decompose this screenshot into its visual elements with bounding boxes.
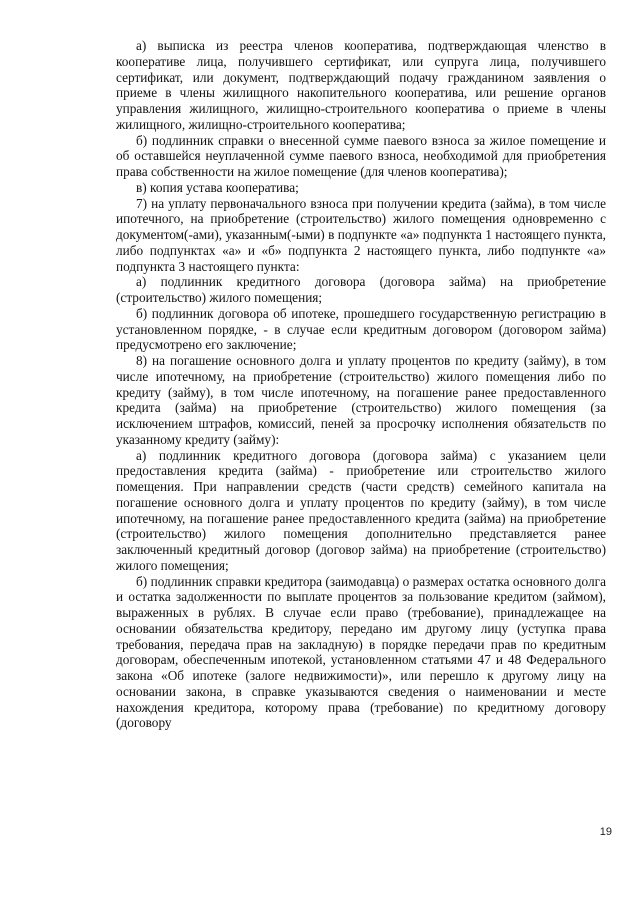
paragraph-loan-agreement-original: а) подлинник кредитного договора (договора займа) на приобретение (строительство) жилого помещения; <box>116 274 606 305</box>
page-number: 19 <box>599 826 612 838</box>
paragraph-item-7-down-payment: 7) на уплату первоначального взноса при получении кредита (займа), в том числе ипотечного, на приобретение (строительство) жилого помещения одновременно с документом(-ами), указанным(-ыми) в подпункте «а» подпункта 1 настоящего пункта, либо подпунктах «а» и «б» подпункта 2 настоящего пункта, либо подпункте «а» подпункта 3 настоящего пункта: <box>116 195 606 274</box>
paragraph-loan-agreement-purpose: а) подлинник кредитного договора (договора займа) с указанием цели предоставления кредита (займа) - приобретение или строительство жилого помещения. При направлении средств (части средств) семейного капитала на погашение основного долга и уплату процентов по кредиту (займу), в том числе ипотечному, на погашение ранее предоставленного кредита (займа) на приобретение (строительство) жилого помещения дополнительно представляется ранее заключенный кредитный договор (договор займа) на приобретение (строительство) жилого помещения; <box>116 447 606 573</box>
paragraph-mortgage-agreement-original: б) подлинник договора об ипотеке, прошедшего государственную регистрацию в установленном порядке, - в случае если кредитным договором (договором займа) предусмотрено его заключение; <box>116 305 606 353</box>
document-body <box>116 38 606 838</box>
paragraph-creditor-certificate: б) подлинник справки кредитора (заимодавца) о размерах остатка основного долга и остатка задолженности по выплате процентов за пользование кредитом (займом), выраженных в рублях. В случае если право (требование), принадлежащее на основании обязательства кредитору, передано им другому лицу (уступка права требования, передача прав на закладную) в порядке передачи прав по кредитным договорам, обеспеченным ипотекой, установленном статьями 47 и 48 Федерального закона «Об ипотеке (залоге недвижимости)», или перешло к другому лицу на основании закона, в справке указываются сведения о наименовании и месте нахождения кредитора, которому права (требование) по кредитному договору (договору <box>116 573 606 731</box>
paragraph-charter-copy: в) копия устава кооператива; <box>136 179 299 195</box>
paragraph-item-8-loan-repayment: 8) на погашение основного долга и уплату процентов по кредиту (займу), в том числе ипотечному, на приобретение (строительство) жилого помещения либо по кредиту (займу), в том числе ипотечному, на погашение ранее предоставленного кредита (займа) на приобретение (строительство) жилого помещения (за исключением штрафов, комиссий, пеней за просрочку исполнения обязательств по указанному кредиту (займу): <box>116 353 606 447</box>
paragraph-share-contribution-certificate: б) подлинник справки о внесенной сумме паевого взноса за жилое помещение и об оставшейся неуплаченной сумме паевого взноса, необходимой для приобретения права собственности на жилое помещение (для членов кооператива); <box>116 132 606 179</box>
paragraph-membership-extract: а) выписка из реестра членов кооператива, подтверждающая членство в кооперативе лица, получившего сертификат, или супруга лица, получившего сертификат, или документ, подтверждающий подачу гражданином заявления о приеме в члены жилищного накопительного кооператива, или решение органов управления жилищного, жилищно-строительного кооператива о приеме в члены жилищного, жилищно-строительного кооператива; <box>116 38 606 132</box>
